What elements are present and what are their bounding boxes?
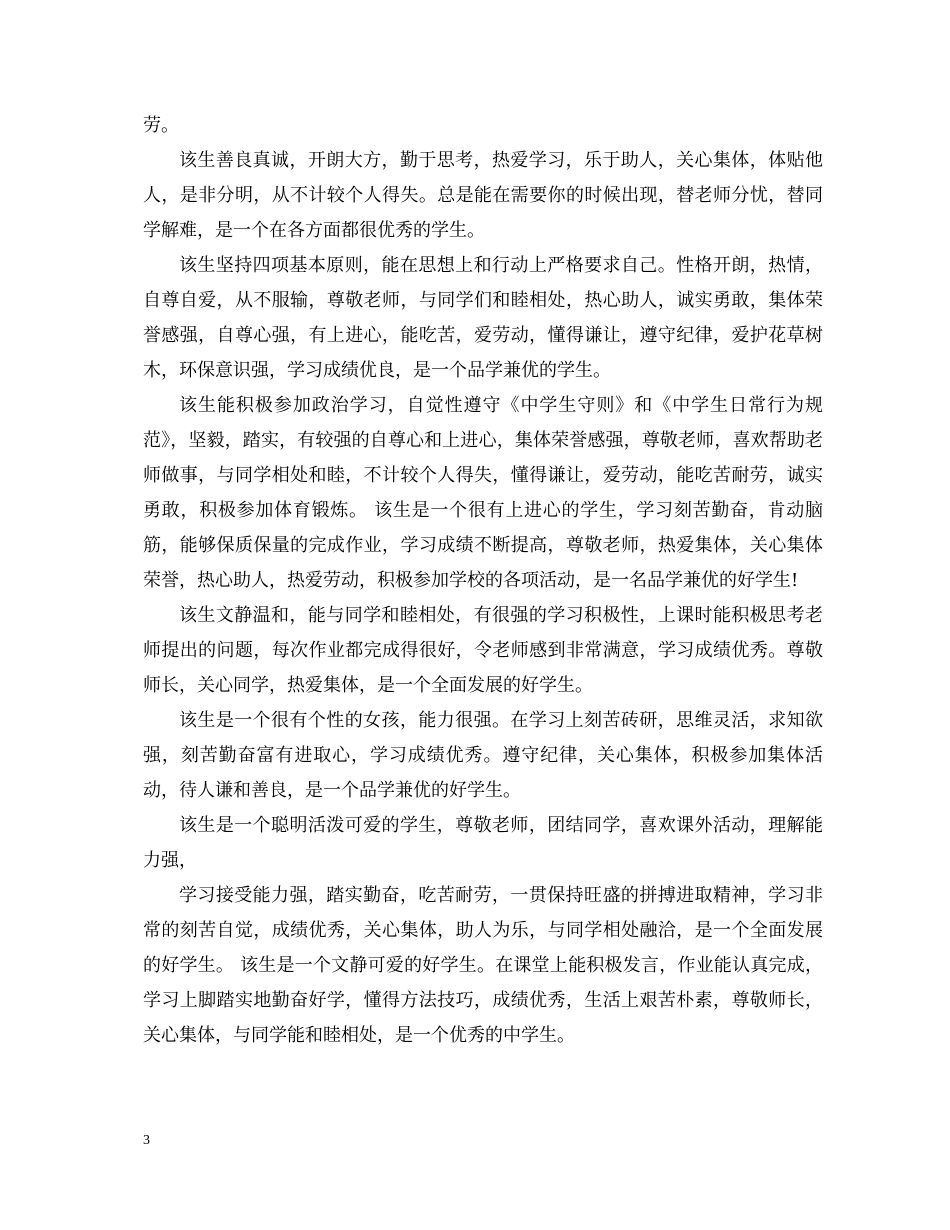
paragraph-5: 该生文静温和，能与同学和睦相处，有很强的学习积极性，上课时能积极思考老师提出的问题，每次作业都完成得很好，令老师感到非常满意，学习成绩优秀。尊敬师长，关心同学，热爱集体，是一个全面发展的好学生。 — [143, 605, 823, 696]
paragraph-2: 该生善良真诚，开朗大方，勤于思考，热爱学习，乐于助人，关心集体，体贴他人，是非分明，从不计较个人得失。总是能在需要你的时候出现，替老师分忧，替同学解难，是一个在各方面都很优秀的学生。 — [143, 150, 823, 241]
paragraph-3: 该生坚持四项基本原则，能在思想上和行动上严格要求自己。性格开朗，热情，自尊自爱，从不服输，尊敬老师，与同学们和睦相处，热心助人，诚实勇敢，集体荣誉感强，自尊心强，有上进心，能吃苦，爱劳动，懂得谦让，遵守纪律，爱护花草树木，环保意识强，学习成绩优良，是一个品学兼优的学生。 — [143, 255, 823, 381]
paragraph-1: 劳。 — [143, 115, 179, 136]
document-body — [143, 108, 823, 1053]
paragraph-4: 该生能积极参加政治学习，自觉性遵守《中学生守则》和《中学生日常行为规范》，坚毅，踏实，有较强的自尊心和上进心，集体荣誉感强，尊敬老师，喜欢帮助老师做事，与同学相处和睦，不计较个人得失，懂得谦让，爱劳动，能吃苦耐劳，诚实勇敢，积极参加体育锻炼。 该生是一个很有上进心的学生，学习刻苦勤奋，肯动脑筋，能够保质保量的完成作业，学习成绩不断提高，尊敬老师，热爱集体，关心集体荣誉，热心助人，热爱劳动，积极参加学校的各项活动，是一名品学兼优的好学生! — [143, 395, 823, 591]
paragraph-6: 该生是一个很有个性的女孩，能力很强。在学习上刻苦砖研，思维灵活，求知欲强，刻苦勤奋富有进取心，学习成绩优秀。遵守纪律，关心集体，积极参加集体活动，待人谦和善良，是一个品学兼优的好学生。 — [143, 710, 823, 801]
page-number: 3 — [143, 1133, 150, 1148]
paragraph-7: 该生是一个聪明活泼可爱的学生，尊敬老师，团结同学，喜欢课外活动，理解能力强， — [143, 815, 823, 871]
paragraph-8: 学习接受能力强，踏实勤奋，吃苦耐劳，一贯保持旺盛的拼搏进取精神，学习非常的刻苦自觉，成绩优秀，关心集体，助人为乐，与同学相处融洽，是一个全面发展的好学生。 该生是一个文静可爱的好学生。在课堂上能积极发言，作业能认真完成，学习上脚踏实地勤奋好学，懂得方法技巧，成绩优秀，生活上艰苦朴素，尊敬师长，关心集体，与同学能和睦相处，是一个优秀的中学生。 — [143, 885, 823, 1046]
